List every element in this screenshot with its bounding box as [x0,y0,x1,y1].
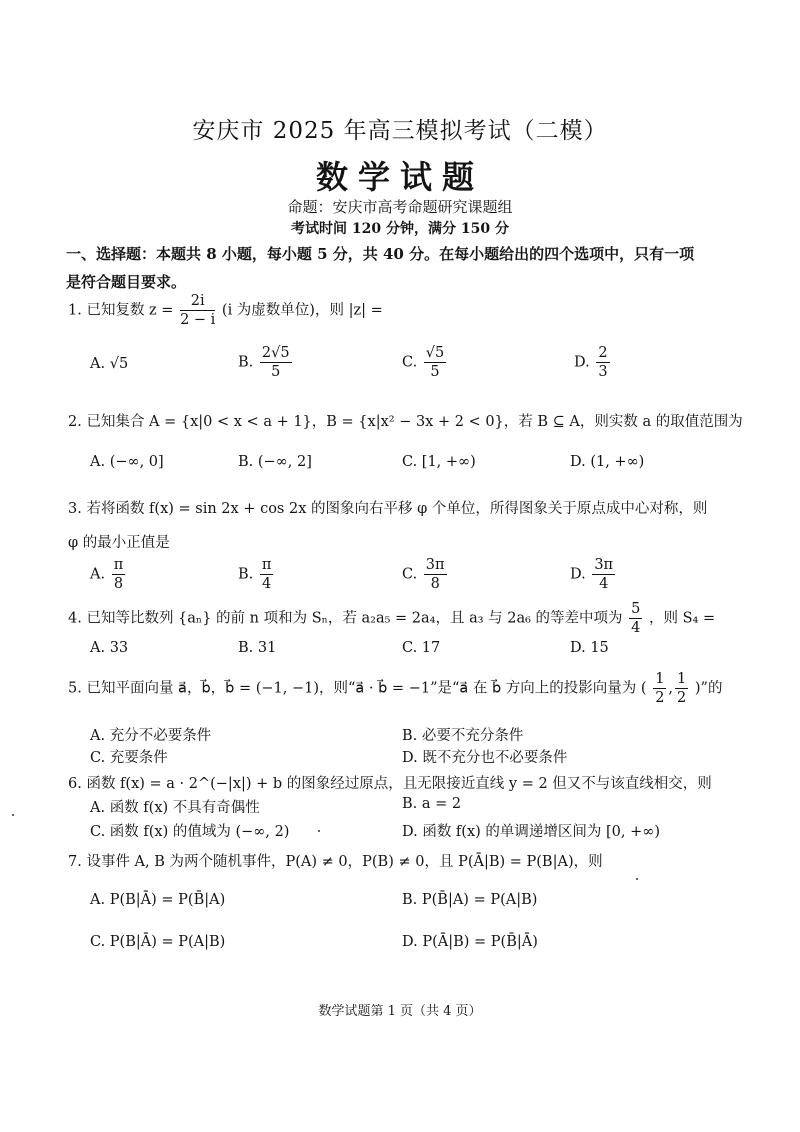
fraction-denominator: 8 [430,576,440,592]
fraction-numerator: 2 [598,345,608,361]
question-5-stem: 5. 已知平面向量 a⃗，b⃗，b⃗ = (−1, −1)，则“a⃗ · b⃗ = −1”是“a⃗ 在 b⃗ 方向上的投影向量为 ( $\frac{1}{2}$ , $\frac{1}{2}$ )”的 [68,671,723,706]
fraction-denominator: 4 [262,576,272,592]
q6-option-a [90,796,260,817]
option-label: D. [574,354,590,371]
option-text: 31 [257,640,277,656]
q5-option-c [90,746,168,767]
q6-option-b [402,796,461,812]
option-label: B. [402,728,418,744]
question-3-stem: 3. 若将函数 f(x) = sin 2x + cos 2x 的图象向右平移 φ 个单位，所得图象关于原点成中心对称，则 φ 的最小正值是 [68,501,708,551]
scan-speck [318,830,320,832]
option-text: 既不充分也不必要条件 [422,750,568,766]
fraction-numerator: π [113,557,124,573]
option-label: D. [570,640,586,656]
q2-option-b [238,454,312,470]
option-label: B. [238,454,254,470]
option-text: P(Ā|B) = P(B̄|Ā) [422,934,538,950]
q1-option-a [90,356,128,372]
question-4-stem-post: ，则 S₄ = [649,610,716,627]
scan-speck [12,814,14,816]
page-footer: 数学试题第 1 页（共 4 页） [318,1004,482,1019]
question-4-fraction [629,600,642,637]
q2-option-d [570,454,644,470]
question-1-fraction [180,292,215,329]
option-label: C. [402,454,418,470]
setter-line: 命题：安庆市高考命题研究课题组 [287,198,513,216]
option-label: A. [90,454,106,470]
option-text: (−∞, 2] [257,454,312,470]
option-text: 17 [421,640,441,656]
option-text: (1, +∞) [590,454,645,470]
q1-option-d [574,344,612,381]
option-label: A. [90,800,106,816]
scan-speck [636,878,638,880]
option-fraction [596,344,609,381]
option-label: B. [238,566,254,583]
option-label: B. [402,796,418,812]
question-2-stem: 2. 已知集合 A = {x|0 < x < a + 1}，B = {x|x² − 3x + 2 < 0}，若 B ⊆ A，则实数 a 的取值范围为 [68,414,743,430]
option-text: P(B|Ā) = P(B̄|A) [109,892,226,908]
option-fraction [424,556,447,593]
q7-option-d [402,934,538,950]
exam-title: 安庆市 2025 年高三模拟考试（二模） [192,118,608,144]
q6-option-c [90,820,289,841]
q2-option-c [402,454,476,470]
option-text: 函数 f(x) 不具有奇偶性 [109,800,260,816]
option-fraction [424,344,446,381]
q5-option-a [90,724,211,745]
q6-option-d [402,820,660,841]
option-label: B. [238,354,254,371]
question-1-stem [68,292,758,329]
option-label: D. [570,454,586,470]
q5-option-b [402,724,523,745]
q7-option-a [90,892,225,908]
subject-title: 数学试题 [315,158,484,196]
question-6-stem: 6. 函数 f(x) = a · 2^(−|x|) + b 的图象经过原点，且无限接近直线 y = 2 但又不与该直线相交，则 [68,776,712,792]
fraction-denominator: 4 [631,620,641,636]
fraction-numerator: π [261,557,272,573]
q3-option-a [90,556,127,593]
fraction-numerator: 5 [631,601,641,617]
q3-option-d [570,556,617,593]
option-label: B. [402,892,418,908]
option-label: C. [90,824,106,840]
option-fraction [260,344,292,381]
q7-option-c [90,934,225,950]
fraction-numerator: √5 [425,345,445,361]
option-label: B. [238,640,254,656]
option-fraction [592,556,615,593]
option-label: D. [402,750,418,766]
fraction-denominator: 2 − i [180,312,216,328]
option-text: √5 [109,356,129,372]
fraction-denominator: 2 [655,690,665,706]
fraction-numerator: 2√5 [261,345,290,361]
option-text: P(B|Ā) = P(A|B) [109,934,226,950]
question-7-stem: 7. 设事件 A, B 为两个随机事件，P(A) ≠ 0，P(B) ≠ 0，且 P(Ā|B) = P(B|A)，则 [68,854,603,870]
option-label: A. [90,728,106,744]
option-fraction [260,556,274,593]
fraction-numerator: 1 [655,671,665,687]
q5-option-d [402,746,567,767]
option-text: [1, +∞) [421,454,476,470]
section-heading: 一、选择题：本题共 8 小题，每小题 5 分，共 40 分。在每小题给出的四个选项中，只有一项是符合题目要求。 [66,245,695,291]
question-4-stem [68,600,758,637]
q1-option-b [238,344,294,381]
option-label: A. [90,640,106,656]
option-label: C. [402,354,418,371]
option-text: 33 [109,640,129,656]
fraction-denominator: 8 [113,576,124,592]
option-label: A. [90,566,106,583]
fraction-denominator: 3 [598,364,608,380]
option-text: 充要条件 [109,750,168,766]
question-5-fraction-1 [653,670,666,707]
option-text: 充分不必要条件 [109,728,212,744]
q4-option-c [402,640,440,656]
q4-option-b [238,640,276,656]
q3-option-c [402,556,449,593]
fraction-numerator: 3π [594,557,614,573]
question-5-stem-post: )”的 [694,680,723,697]
fraction-denominator: 4 [599,576,609,592]
option-text: 必要不充分条件 [421,728,524,744]
q1-option-c [402,344,448,381]
option-text: 15 [590,640,609,656]
option-label: C. [90,750,106,766]
question-5-fraction-2 [675,670,688,707]
fraction-numerator: 1 [677,671,687,687]
option-label: C. [402,640,418,656]
question-5-stem-pre: 5. 已知平面向量 a⃗，b⃗，b⃗ = (−1, −1)，则“a⃗ · b⃗ = −1”是“a⃗ 在 b⃗ 方向上的投影向量为 ( [68,680,647,697]
option-label: D. [402,934,418,950]
option-fraction [112,556,126,593]
fraction-numerator: 2i [180,292,215,311]
option-label: C. [402,566,418,583]
option-text: (−∞, 0] [109,454,164,470]
option-text: 函数 f(x) 的值域为 (−∞, 2) [109,824,290,840]
q2-option-a [90,454,164,470]
fraction-numerator: 3π [425,557,445,573]
option-text: 函数 f(x) 的单调递增区间为 [0, +∞) [422,824,660,840]
option-label: A. [90,356,106,372]
option-text: P(B̄|A) = P(A|B) [421,892,538,908]
question-1-stem-post: (i 为虚数单位)，则 |z| = [221,302,383,319]
question-4-stem-pre: 4. 已知等比数列 {aₙ} 的前 n 项和为 Sₙ，若 a₂a₅ = 2a₄，且 a₃ 与 2a₆ 的等差中项为 [68,610,623,627]
q4-option-a [90,640,128,656]
option-label: D. [570,566,586,583]
option-label: C. [90,934,106,950]
q7-option-b [402,892,537,908]
option-text: a = 2 [421,796,462,812]
time-info: 考试时间 120 分钟，满分 150 分 [291,221,509,237]
option-label: A. [90,892,106,908]
q4-option-d [570,640,609,656]
fraction-denominator: 5 [430,364,440,380]
fraction-denominator: 5 [271,364,281,380]
question-1-stem-pre: 1. 已知复数 z = [68,302,179,319]
q3-option-b [238,556,275,593]
option-label: D. [402,824,418,840]
fraction-denominator: 2 [677,690,687,706]
